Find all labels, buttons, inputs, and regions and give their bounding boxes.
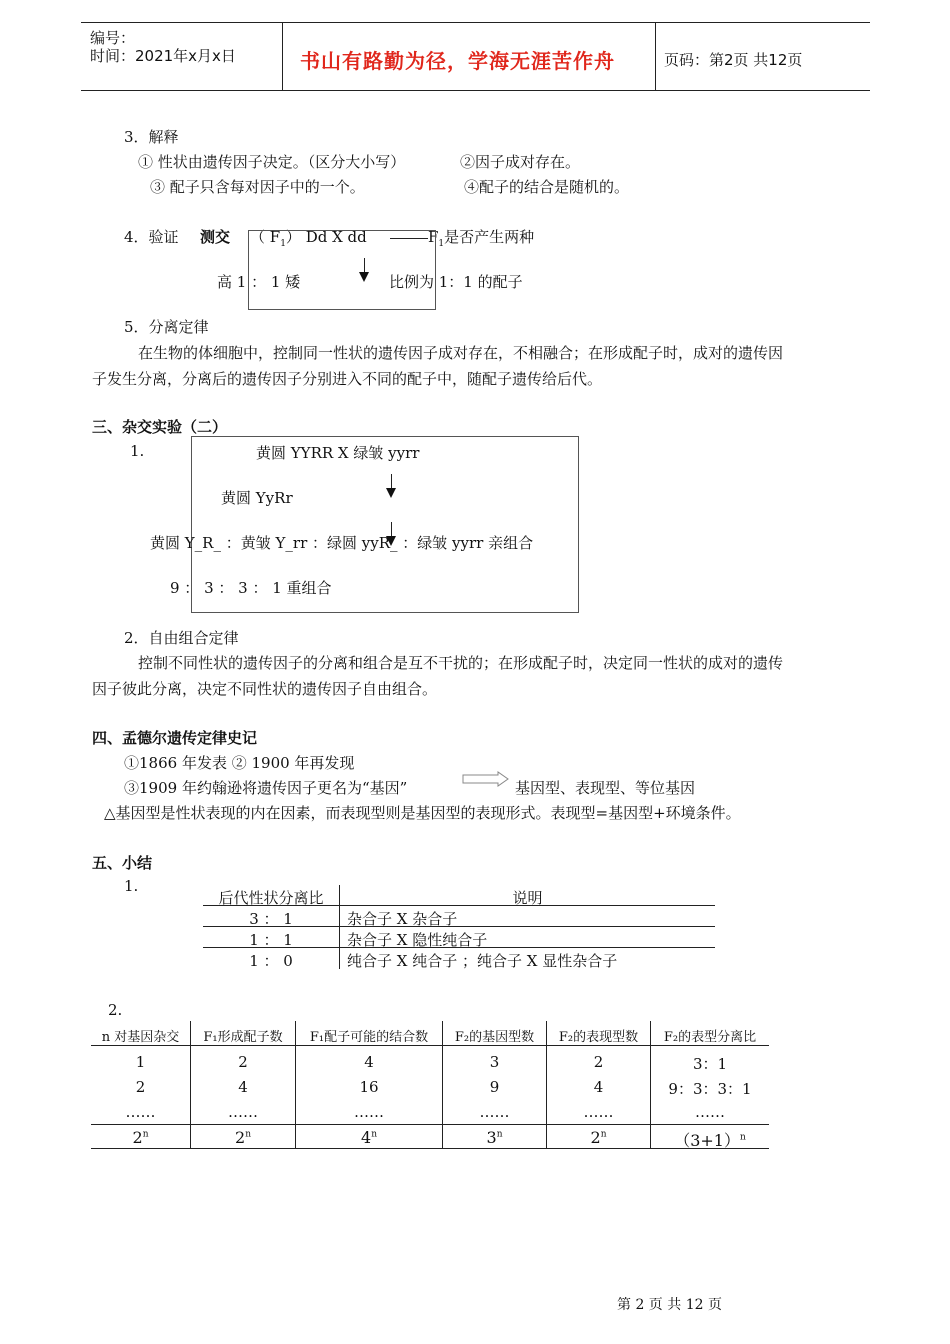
sec3-item3: ③ 配子只含每对因子中的一个。 [150, 178, 365, 196]
table2-r3-c3: …… [354, 1103, 384, 1121]
table1-row1-note: 杂合子 X 杂合子 [347, 910, 458, 928]
time-label: 时间：2021年x月x日 [90, 47, 236, 65]
table2-r1-c6: 3：1 [692, 1055, 728, 1073]
table2-header-genotypes: F₂的基因型数 [454, 1030, 535, 1045]
sec5-para-line2: 子发生分离，分离后的遗传因子分别进入不同的配子中，随配子遗传给后代。 [92, 370, 603, 388]
table2-r3-c2: …… [228, 1103, 258, 1121]
testcross-formula: （ $F_1$） Dd X dd [250, 228, 367, 249]
table2-num: 2. [108, 1001, 123, 1019]
table2-r2-c2: 4 [238, 1078, 248, 1096]
part5-title: 五、小结 [92, 854, 153, 872]
table2-r3-c6: …… [695, 1103, 725, 1121]
table2-r3-c1: …… [125, 1103, 156, 1121]
serial-number-label: 编号： [90, 29, 136, 47]
table1-header-ratio: 后代性状分离比 [218, 889, 324, 907]
part4-line1: ①1866 年发表 ② 1900 年再发现 [124, 754, 355, 772]
dihybrid-parents: 黄圆 YYRR X 绿皱 yyrr [256, 444, 420, 462]
part4-line2-result: 基因型、表现型、等位基因 [515, 779, 696, 797]
part4-title: 四、孟德尔遗传定律史记 [92, 729, 258, 747]
sec5-title: 5．分离定律 [124, 318, 209, 336]
table2-r4-c3: 4$^n$ [361, 1128, 377, 1147]
table2-r1-c2: 2 [238, 1053, 248, 1071]
table2-r1-c3: 4 [364, 1053, 374, 1071]
table2-r2-c1: 2 [135, 1078, 146, 1096]
table2-r1-c1: 1 [135, 1053, 146, 1071]
header-divider-2 [655, 22, 656, 90]
sec3-item4: ④配子的结合是随机的。 [464, 178, 630, 196]
table2-r4-c2: 2$^n$ [235, 1128, 251, 1147]
table2-r2-c5: 4 [593, 1078, 604, 1096]
f1-question: $F_1$是否产生两种 [428, 228, 535, 249]
table2-header-phenotypes: F₂的表现型数 [558, 1030, 639, 1045]
testcross-arrow-head [359, 272, 369, 282]
law2-para-line1: 控制不同性状的遗传因子的分离和组合是互不干扰的；在形成配子时，决定同一性状的成对的遗传 [138, 654, 784, 672]
sec3-item2: ②因子成对存在。 [460, 153, 581, 171]
header-divider-1 [282, 22, 283, 90]
testcross-ratio: 高 1 ： 1 矮 [217, 273, 301, 291]
table2-r4-c5: 2$^n$ [590, 1128, 607, 1147]
table1-row2-ratio: 1 ： 1 [249, 931, 293, 949]
law2-para-line2: 因子彼此分离，决定不同性状的遗传因子自由组合。 [92, 680, 438, 698]
table1-header-note: 说明 [512, 889, 543, 907]
footer-page-number: 第 2 页 共 12 页 [617, 1297, 722, 1313]
table2-header-combinations: F₁配子可能的结合数 [309, 1030, 429, 1045]
sec3-item1: ① 性状由遗传因子决定。（区分大小写） [138, 153, 406, 171]
table2-r2-c3: 16 [359, 1078, 379, 1096]
sec5-para-line1: 在生物的体细胞中，控制同一性状的遗传因子成对存在，不相融合；在形成配子时，成对的遗传因 [138, 344, 784, 362]
header-top-rule [81, 22, 870, 23]
table2-r1-c4: 3 [489, 1053, 500, 1071]
testcross-arrow-stem [364, 258, 365, 272]
motto: 书山有路勤为径，学海无涯苦作舟 [300, 49, 615, 73]
table2-header-ratio: F₂的表型分离比 [663, 1030, 757, 1045]
table2-r1-c5: 2 [593, 1053, 604, 1071]
table2-r3-c5: …… [583, 1103, 614, 1121]
table2-r3-c4: …… [479, 1103, 510, 1121]
table2-r2-c4: 9 [489, 1078, 500, 1096]
table2-r4-c6: $(3+1)^n$ [674, 1131, 746, 1150]
dihybrid-ratio: 9 ： 3 ： 3 ： 1 重组合 [170, 579, 332, 597]
table2-r2-c6: 9：3：3：1 [668, 1080, 752, 1098]
sec4-method: 测交 [200, 228, 231, 246]
testcross-ratio-text: 比例为 1：1 的配子 [389, 273, 523, 291]
page-code: 页码：第2页 共12页 [664, 51, 803, 69]
sec4-title: 4．验证 [124, 228, 179, 246]
table1-row3-note: 纯合子 X 纯合子 ；纯合子 X 显性杂合子 [347, 952, 618, 970]
table2-header-n: n 对基因杂交 [101, 1030, 180, 1045]
table1-num: 1. [124, 877, 139, 895]
table2-header-gametes: F₁形成配子数 [203, 1030, 283, 1045]
part3-title: 三、杂交实验（二） [92, 418, 228, 436]
part4-line2: ③1909 年约翰逊将遗传因子更名为“基因” [124, 779, 408, 797]
testcross-box [248, 230, 436, 310]
table1-row3-ratio: 1 ： 0 [249, 952, 293, 970]
table2-rule-header [91, 1045, 769, 1046]
dihybrid-f1: 黄圆 YyRr [221, 489, 293, 507]
hollow-right-arrow-icon [462, 771, 510, 787]
table2-rule-last [91, 1124, 769, 1125]
table2-r4-c4: 3$^n$ [486, 1128, 503, 1147]
dihybrid-f2: 黄圆 Y_R_ ：黄皱 Y_rr ：绿圆 yyR_ ：绿皱 yyrr 亲组合 [150, 534, 534, 552]
header-bottom-rule [81, 90, 870, 91]
table1-row1-ratio: 3 ： 1 [249, 910, 293, 928]
table2-r4-c1: 2$^n$ [132, 1128, 149, 1147]
dihybrid-arrow1-head [386, 488, 396, 498]
law2-title: 2．自由组合定律 [124, 629, 239, 647]
dihybrid-arrow1-stem [391, 474, 392, 488]
table1-row2-note: 杂合子 X 隐性纯合子 [347, 931, 488, 949]
sec3-title: 3．解释 [124, 128, 179, 146]
part4-line3: △基因型是性状表现的内在因素，而表现型则是基因型的表现形式。表现型=基因型+环境条件。 [104, 804, 741, 822]
part3-num: 1. [130, 442, 145, 460]
